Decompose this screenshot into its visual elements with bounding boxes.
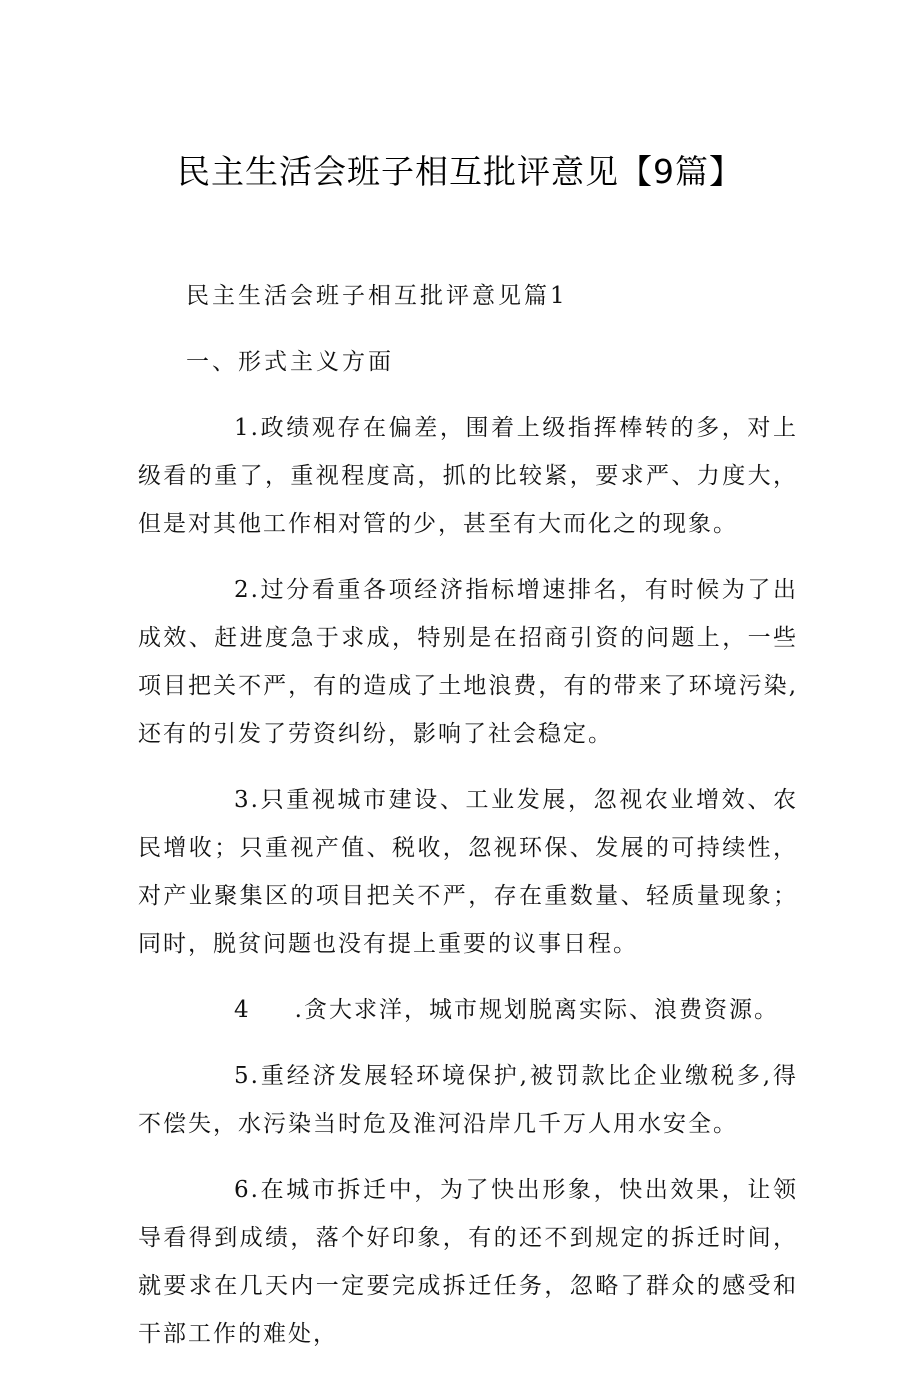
item-number: 3: [234, 787, 251, 813]
item-number: 1: [234, 415, 251, 441]
document-title: 民主生活会班子相互批评意见【9篇】: [177, 152, 743, 191]
document-body: [138, 272, 798, 1376]
list-item: [138, 566, 798, 758]
item-text: .只重视城市建设、工业发展，忽视农业增效、农民增收；只重视产值、税收，忽视环保、发展的可持续性，对产业聚集区的项目把关不严，存在重数量、轻质量现象；同时，脱贫问题也没有提上重要的议事日程。: [138, 787, 798, 957]
item-number: 4: [234, 997, 251, 1023]
item-text: .过分看重各项经济指标增速排名，有时候为了出成效、赶进度急于求成，特别是在招商引资的问题上，一些项目把关不严，有的造成了土地浪费，有的带来了环境污染,还有的引发了劳资纠纷，影响了社会稳定。: [138, 577, 798, 747]
list-item: [138, 404, 798, 548]
subsection-title: 一、形式主义方面: [186, 349, 394, 375]
item-text: .在城市拆迁中，为了快出形象，快出效果，让领导看得到成绩，落个好印象，有的还不到规定的拆迁时间，就要求在几天内一定要完成拆迁任务，忽略了群众的感受和干部工作的难处，: [138, 1177, 798, 1347]
item-number: 5: [234, 1063, 251, 1089]
item-number: 2: [234, 577, 251, 603]
item-number: 6: [234, 1177, 251, 1203]
list-item: [138, 776, 798, 968]
list-item: [138, 1166, 798, 1358]
list-item: [138, 1052, 798, 1148]
item-text: .贪大求洋，城市规划脱离实际、浪费资源。: [294, 997, 779, 1023]
list-item: [138, 986, 798, 1034]
item-text: .重经济发展轻环境保护,被罚款比企业缴税多,得不偿失，水污染当时危及淮河沿岸几千万人用水安全。: [138, 1063, 798, 1137]
item-text: .政绩观存在偏差，围着上级指挥棒转的多，对上级看的重了，重视程度高，抓的比较紧，要求严、力度大，但是对其他工作相对管的少，甚至有大而化之的现象。: [138, 415, 798, 537]
section-title: 民主生活会班子相互批评意见篇1: [186, 283, 568, 309]
